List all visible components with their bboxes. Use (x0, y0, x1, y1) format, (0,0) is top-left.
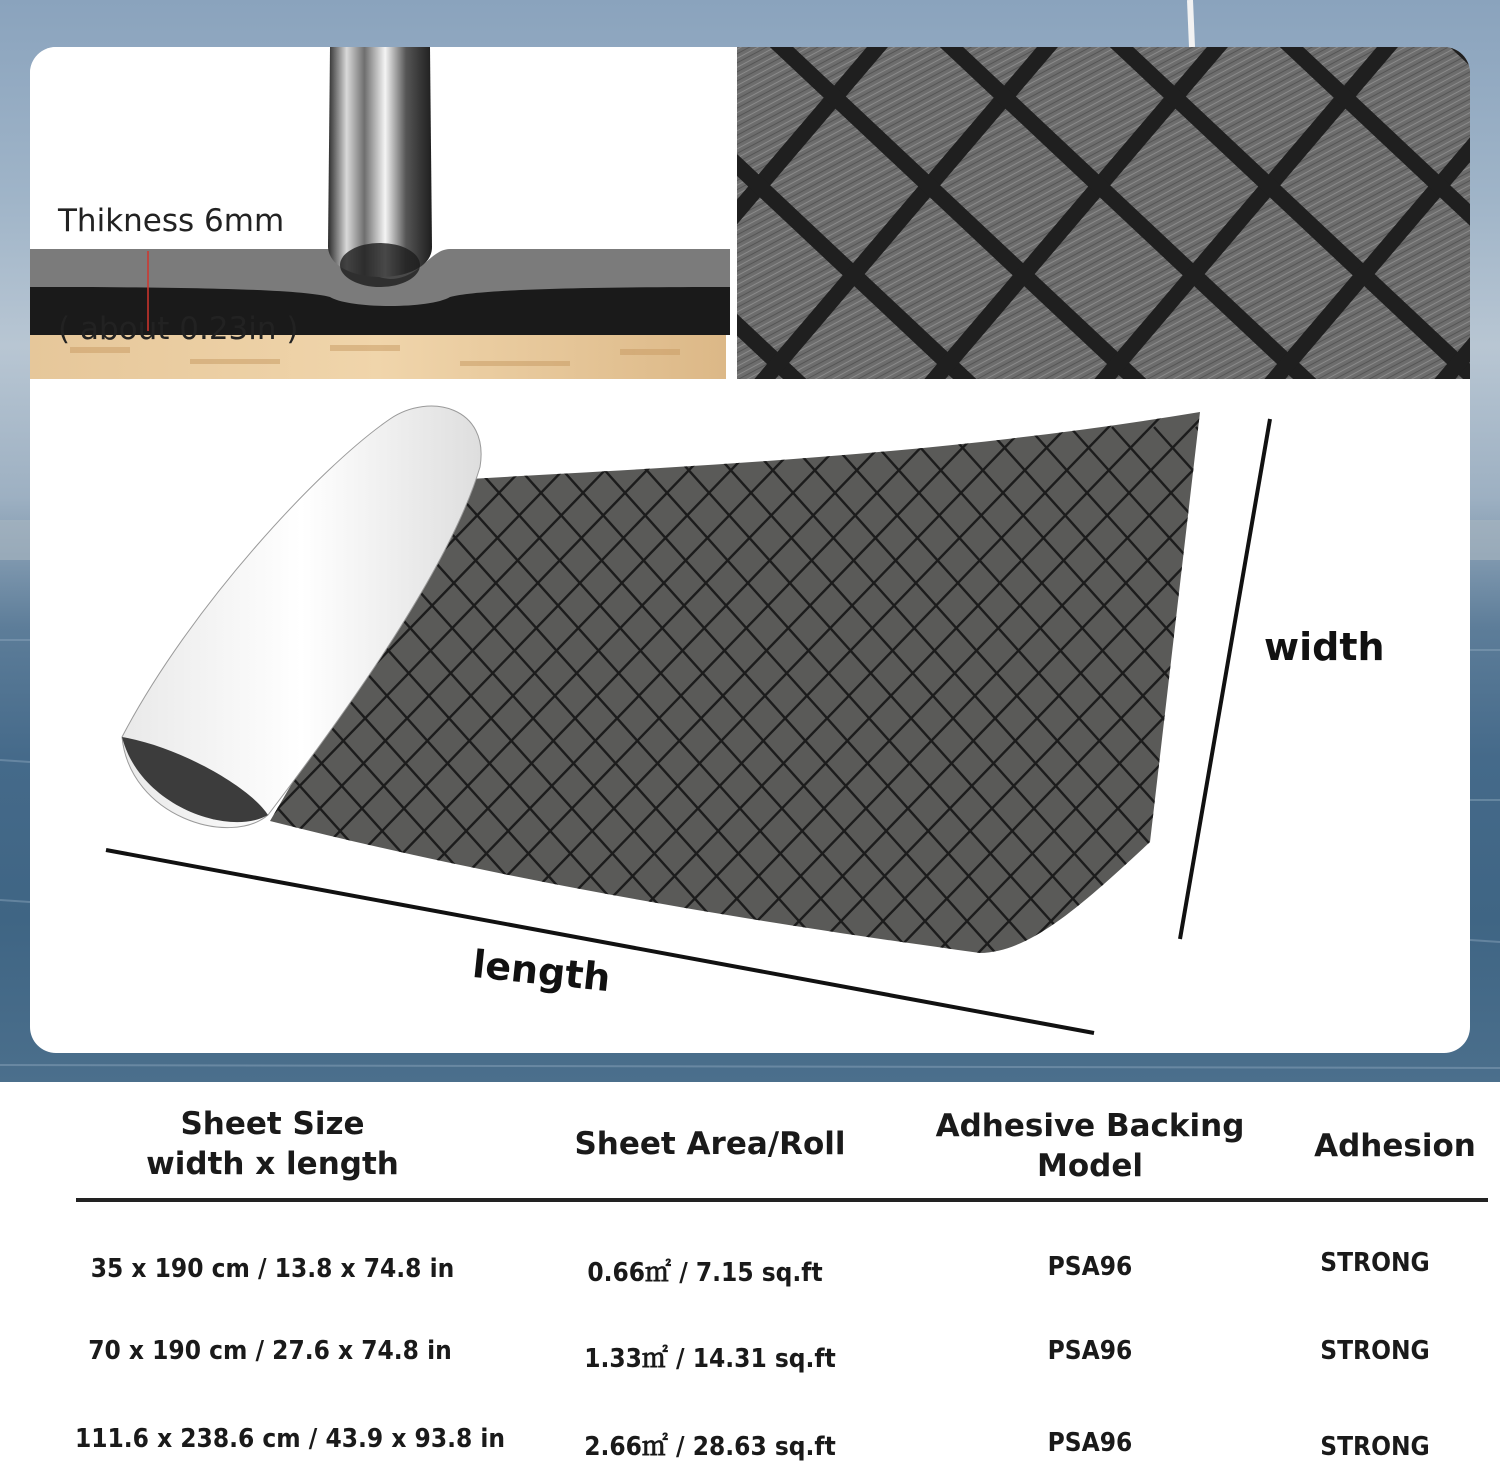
width-label: width (1264, 625, 1385, 669)
product-card (30, 47, 1470, 1053)
thickness-value: Thikness 6mm (58, 203, 285, 239)
cell-model: PSA96 (1047, 1336, 1133, 1366)
column-header-adhesion: Adhesion (1314, 1128, 1476, 1164)
thickness-inch-value: ( about 0.23in ) (58, 311, 299, 347)
mat-illustration (30, 47, 1470, 1053)
cell-adhesion: STRONG (1320, 1248, 1430, 1278)
cell-adhesion: STRONG (1320, 1432, 1430, 1462)
cell-area: 1.33㎡ / 14.31 sq.ft (584, 1344, 836, 1374)
cell-size: 111.6 x 238.6 cm / 43.9 x 93.8 in (74, 1424, 506, 1454)
cell-area: 2.66㎡ / 28.63 sq.ft (584, 1432, 836, 1462)
cell-model: PSA96 (1047, 1252, 1133, 1282)
column-header-sheet-size: Sheet Size width x length (146, 1106, 399, 1182)
header-divider (76, 1198, 1488, 1202)
column-header-adhesive-model: Adhesive Backing Model (935, 1108, 1245, 1184)
cell-size: 35 x 190 cm / 13.8 x 74.8 in (90, 1254, 455, 1284)
cell-model: PSA96 (1047, 1428, 1133, 1458)
spec-table (0, 1082, 1500, 1463)
width-dimension-line (1180, 419, 1270, 939)
cell-size: 70 x 190 cm / 27.6 x 74.8 in (88, 1336, 452, 1366)
length-label: length (470, 942, 613, 1001)
column-header-sheet-area: Sheet Area/Roll (574, 1126, 846, 1162)
cell-area: 0.66㎡ / 7.15 sq.ft (587, 1258, 823, 1288)
cell-adhesion: STRONG (1320, 1336, 1430, 1366)
